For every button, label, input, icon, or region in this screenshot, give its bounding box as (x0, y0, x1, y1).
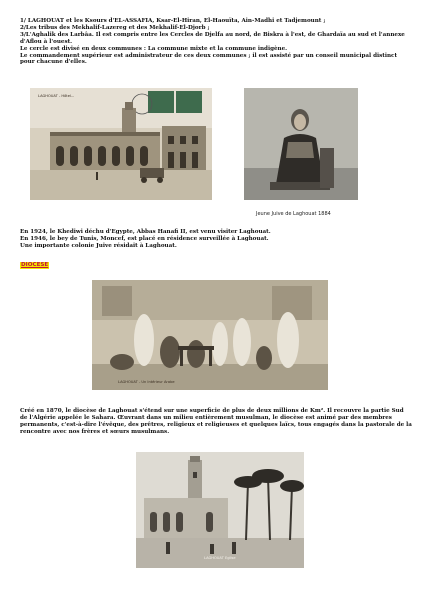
intro-line: 2/Les tribus des Mekhalif-Lazereg et des Mekhalif-El-Djorb ; (20, 24, 210, 31)
history-line: En 1924, le Khediwi déchu d'Egypte, Abbas Hanafi II, est venu visiter Laghouat. (20, 229, 271, 235)
church-photo (136, 452, 304, 568)
postcard-hotel-photo (30, 88, 212, 200)
history-line: Une importante colonie Juive résidait à Laghouat. (20, 242, 177, 249)
history-line: En 1946, le bey de Tunis, Moncef, est placé en résidence surveillée à Laghouat. (20, 235, 269, 242)
section-title-diocese: DIOCESE (21, 262, 49, 268)
church-street-illustration (136, 452, 304, 568)
interior-scene-photo (92, 280, 328, 390)
church-print-text: LAGHOUAT Eglise (204, 556, 236, 560)
interior-gathering-illustration (92, 280, 328, 390)
diocese-text: Créé en 1870, le diocèse de Laghouat s'étend sur une superficie de plus de deux millions de Km². Il recouvre la partie Sud de l'Algérie appelée le Sahara. Œuvrant dans un milieu entièrement musulman, le diocèse est animé par des membres permanents, c'est-à-dire l'évêque, des prêtres, religieux et religieuses et quelques laïcs, tous engagés dans la pastorale de la rencontre avec nos frères et sœurs musulmans. (20, 408, 412, 435)
intro-line: Le cercle est divisé en deux communes : La commune mixte et la commune indigène. (20, 45, 288, 52)
portrait-caption: Jeune Juive de Laghouat 1884 (256, 211, 331, 217)
hotel-building-illustration (30, 88, 212, 200)
history-text (20, 229, 412, 250)
postcard-print-text: LAGHOUAT - Hôtel... (38, 94, 75, 98)
intro-line: Le commandement supérieur est administrateur de ces deux communes ; il est assisté par un conseil municipal distinct pour chacune d'elles. (20, 52, 398, 66)
intro-line: 1/ LAGHOUAT et les Ksours d'EL-ASSAFIA, Ksar-El-Hiran, El-Haouïta, Ain-Madhi et Tadjemount ; (20, 18, 326, 24)
interior-print-text: LAGHOUAT - Un Intérieur Arabe (118, 380, 175, 384)
seated-woman-illustration (244, 88, 358, 200)
portrait-photo (244, 88, 358, 200)
intro-text (20, 18, 412, 66)
intro-line: 3/L'Aghalik des Larbâa. Il est compris entre les Cercles de Djelfa au nord, de Biskra à l'est, de Ghardaïa au sud et l'annexe d'Aflou à l'ouest. (20, 31, 405, 45)
